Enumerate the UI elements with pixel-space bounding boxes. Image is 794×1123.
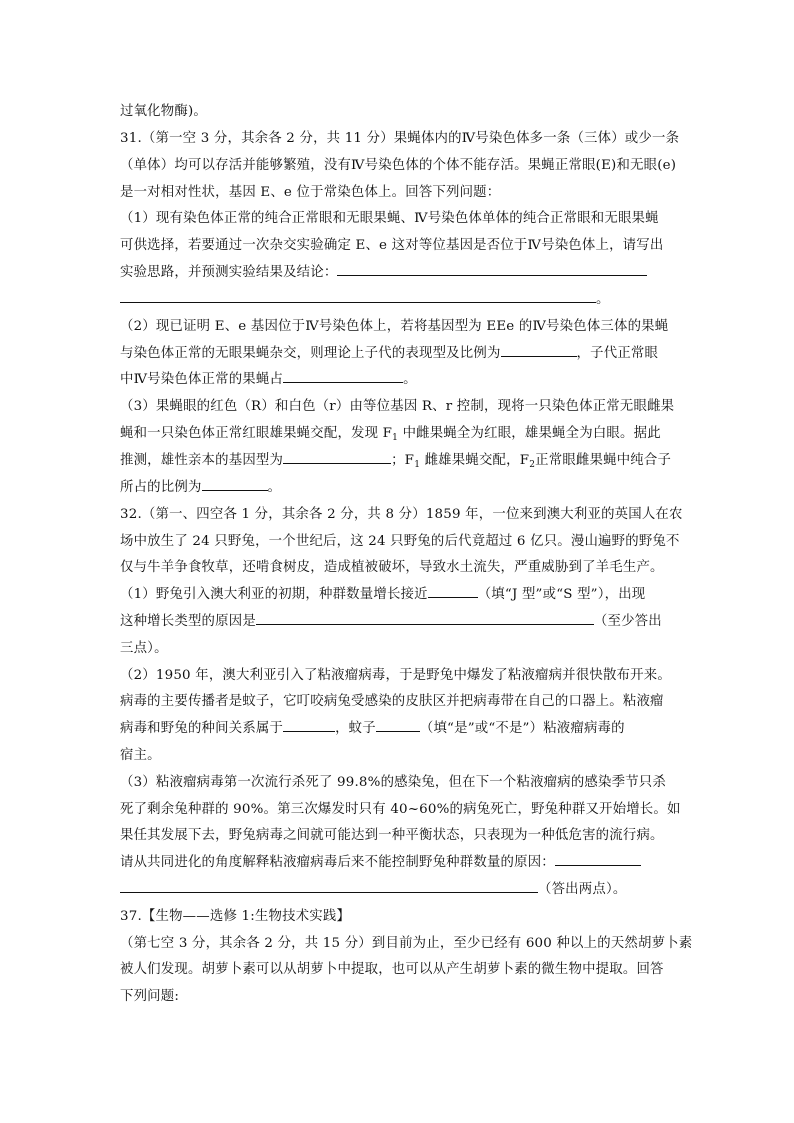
answer-blank[interactable] bbox=[283, 368, 403, 383]
q32-header: 32.（第一、四空各 1 分，其余各 2 分，共 8 分）1859 年，一位来到澳大利亚的英国人在农 bbox=[120, 507, 683, 522]
q32-part3-line-4 bbox=[120, 850, 676, 876]
q31-part3-text: 正常眼雌果蝇中纯合子 bbox=[535, 453, 672, 468]
q37-line-4: 下列问题: bbox=[120, 989, 180, 1004]
q32-part2-line-3 bbox=[120, 716, 676, 742]
subscript: 2 bbox=[529, 460, 536, 470]
q32-part1-text: （1）野兔引入澳大利亚的初期，种群数量增长接近 bbox=[120, 587, 428, 602]
q31-part2-text: ，子代正常眼 bbox=[576, 346, 659, 361]
answer-blank[interactable] bbox=[337, 261, 647, 276]
q32-part3-line-5 bbox=[120, 877, 676, 903]
q32-part2-text: （填“是”或“不是”）粘液瘤病毒的 bbox=[419, 721, 625, 736]
q32-part1-text: 这种增长类型的原因是 bbox=[120, 614, 256, 629]
subscript: 1 bbox=[392, 433, 399, 443]
q31-part3-text: 雌雄果蝇交配，F bbox=[420, 453, 530, 468]
q32-part2-text: 病毒和野兔的种间关系属于 bbox=[120, 721, 284, 736]
q32-part3-line-2: 死了剩余兔种群的 90%。第三次爆发时只有 40~60%的病兔死亡，野兔种群又开始增长。如 bbox=[120, 802, 681, 817]
q31-part1-prompt: 实验思路，并预测实验结果及结论： bbox=[120, 265, 338, 280]
answer-blank[interactable] bbox=[376, 717, 420, 732]
q32-part3-text: （答出两点）。 bbox=[538, 882, 627, 897]
q31-part1-end: 。 bbox=[596, 292, 610, 307]
q32-line-3: 仅与牛羊争食牧草，还啃食树皮，造成植被破坏，导致水土流失，严重威胁到了羊毛生产。 bbox=[120, 560, 664, 575]
q31-part1-line-2: 可供选择，若要通过一次杂交实验确定 E、e 这对等位基因是否位于Ⅳ号染色体上，请写出 bbox=[120, 238, 664, 253]
q32-part2-line-1: （2）1950 年，澳大利亚引入了粘液瘤病毒，于是野兔中爆发了粘液瘤病并很快散布开来。 bbox=[120, 668, 671, 683]
answer-blank[interactable] bbox=[555, 851, 641, 866]
q31-part2-text: 。 bbox=[403, 372, 417, 387]
q31-part2-line-3 bbox=[120, 367, 676, 393]
q32-part3-line-3: 果任其发展下去，野兔病毒之间就可能达到一种平衡状态，只表现为一种低危害的流行病。 bbox=[120, 828, 664, 843]
answer-blank[interactable] bbox=[120, 878, 538, 893]
q30-tail-line: 过氧化物酶)。 bbox=[120, 104, 207, 119]
q32-part1-line-2 bbox=[120, 609, 676, 635]
q31-part3-line-4 bbox=[120, 475, 676, 501]
q32-part2-line-4: 宿主。 bbox=[120, 748, 161, 763]
q31-header: 31.（第一空 3 分，其余各 2 分，共 11 分）果蝇体内的Ⅳ号染色体多一条（三体）或少一条 bbox=[120, 131, 680, 146]
q31-part2-text: 与染色体正常的无眼果蝇杂交，则理论上子代的表现型及比例为 bbox=[120, 346, 501, 361]
q32-part1-text: （填“J 型”或“S 型”），出现 bbox=[477, 587, 646, 602]
answer-blank[interactable] bbox=[256, 610, 594, 625]
q31-part3-text: 。 bbox=[267, 480, 282, 495]
q31-part3-line-3 bbox=[120, 448, 676, 474]
answer-blank[interactable] bbox=[283, 717, 335, 732]
subscript: 1 bbox=[414, 460, 421, 470]
q32-part3-text: 请从共同进化的角度解释粘液瘤病毒后来不能控制野兔种群数量的原因： bbox=[120, 855, 555, 870]
q32-part2-text: ，蚊子 bbox=[335, 721, 376, 736]
q31-part3-line-1: （3）果蝇眼的红色（R）和白色（r）由等位基因 R、r 控制，现将一只染色体正常无眼雌果 bbox=[120, 399, 675, 414]
q31-part1-line-1: （1）现有染色体正常的纯合正常眼和无眼果蝇、Ⅳ号染色体单体的纯合正常眼和无眼果蝇 bbox=[120, 211, 659, 226]
answer-blank[interactable] bbox=[501, 342, 577, 357]
q31-line-3: 是一对相对性状，基因 E、e 位于常染色体上。回答下列问题： bbox=[120, 185, 501, 200]
q32-line-2: 场中放生了 24 只野兔，一个世纪后，这 24 只野兔的后代竟超过 6 亿只。漫山遍野的野兔不 bbox=[120, 534, 680, 549]
q31-part2-line-2 bbox=[120, 341, 676, 367]
q32-part1-text: （至少答出 bbox=[593, 614, 662, 629]
q37-line-3: 被人们发现。胡萝卜素可以从胡萝卜中提取，也可以从产生胡萝卜素的微生物中提取。回答 bbox=[120, 962, 664, 977]
q31-part3-line-2 bbox=[120, 421, 676, 447]
answer-blank[interactable] bbox=[428, 583, 478, 598]
q31-part3-text: 中雌果蝇全为红眼，雄果蝇全为白眼。据此 bbox=[398, 426, 661, 441]
q32-part3-line-1: （3）粘液瘤病毒第一次流行杀死了 99.8%的感染兔，但在下一个粘液瘤病的感染季节只杀 bbox=[120, 775, 666, 790]
q31-part3-text: 蝇和一只染色体正常红眼雄果蝇交配，发现 F bbox=[120, 426, 393, 441]
q31-part3-text: ；F bbox=[391, 453, 415, 468]
answer-blank[interactable] bbox=[283, 449, 391, 464]
q31-part3-text: 所占的比例为 bbox=[120, 480, 202, 495]
q37-line-2: （第七空 3 分，其余各 2 分，共 15 分）到目前为止，至少已经有 600 种以上的天然胡萝卜素 bbox=[120, 936, 693, 951]
q32-part1-line-1 bbox=[120, 582, 676, 608]
answer-blank[interactable] bbox=[202, 476, 268, 491]
q37-header: 37.【生物——选修 1:生物技术实践】 bbox=[120, 909, 351, 924]
q32-part2-line-2: 病毒的主要传播者是蚊子，它叮咬病兔受感染的皮肤区并把病毒带在自己的口器上。粘液瘤 bbox=[120, 694, 664, 709]
q31-part1-line-4 bbox=[120, 287, 676, 313]
answer-blank[interactable] bbox=[120, 288, 596, 303]
q31-part2-line-1: （2）现已证明 E、e 基因位于Ⅳ号染色体上，若将基因型为 EEe 的Ⅳ号染色体三体的果蝇 bbox=[120, 319, 669, 334]
q31-part1-line-3 bbox=[120, 260, 676, 286]
q32-part1-line-3: 三点）。 bbox=[120, 641, 168, 656]
q31-part2-text: 中Ⅳ号染色体正常的果蝇占 bbox=[120, 372, 284, 387]
q31-line-2: （单体）均可以存活并能够繁殖，没有Ⅳ号染色体的个体不能存活。果蝇正常眼(E)和无眼(e) bbox=[120, 158, 677, 173]
q31-part3-text: 推测，雄性亲本的基因型为 bbox=[120, 453, 284, 468]
